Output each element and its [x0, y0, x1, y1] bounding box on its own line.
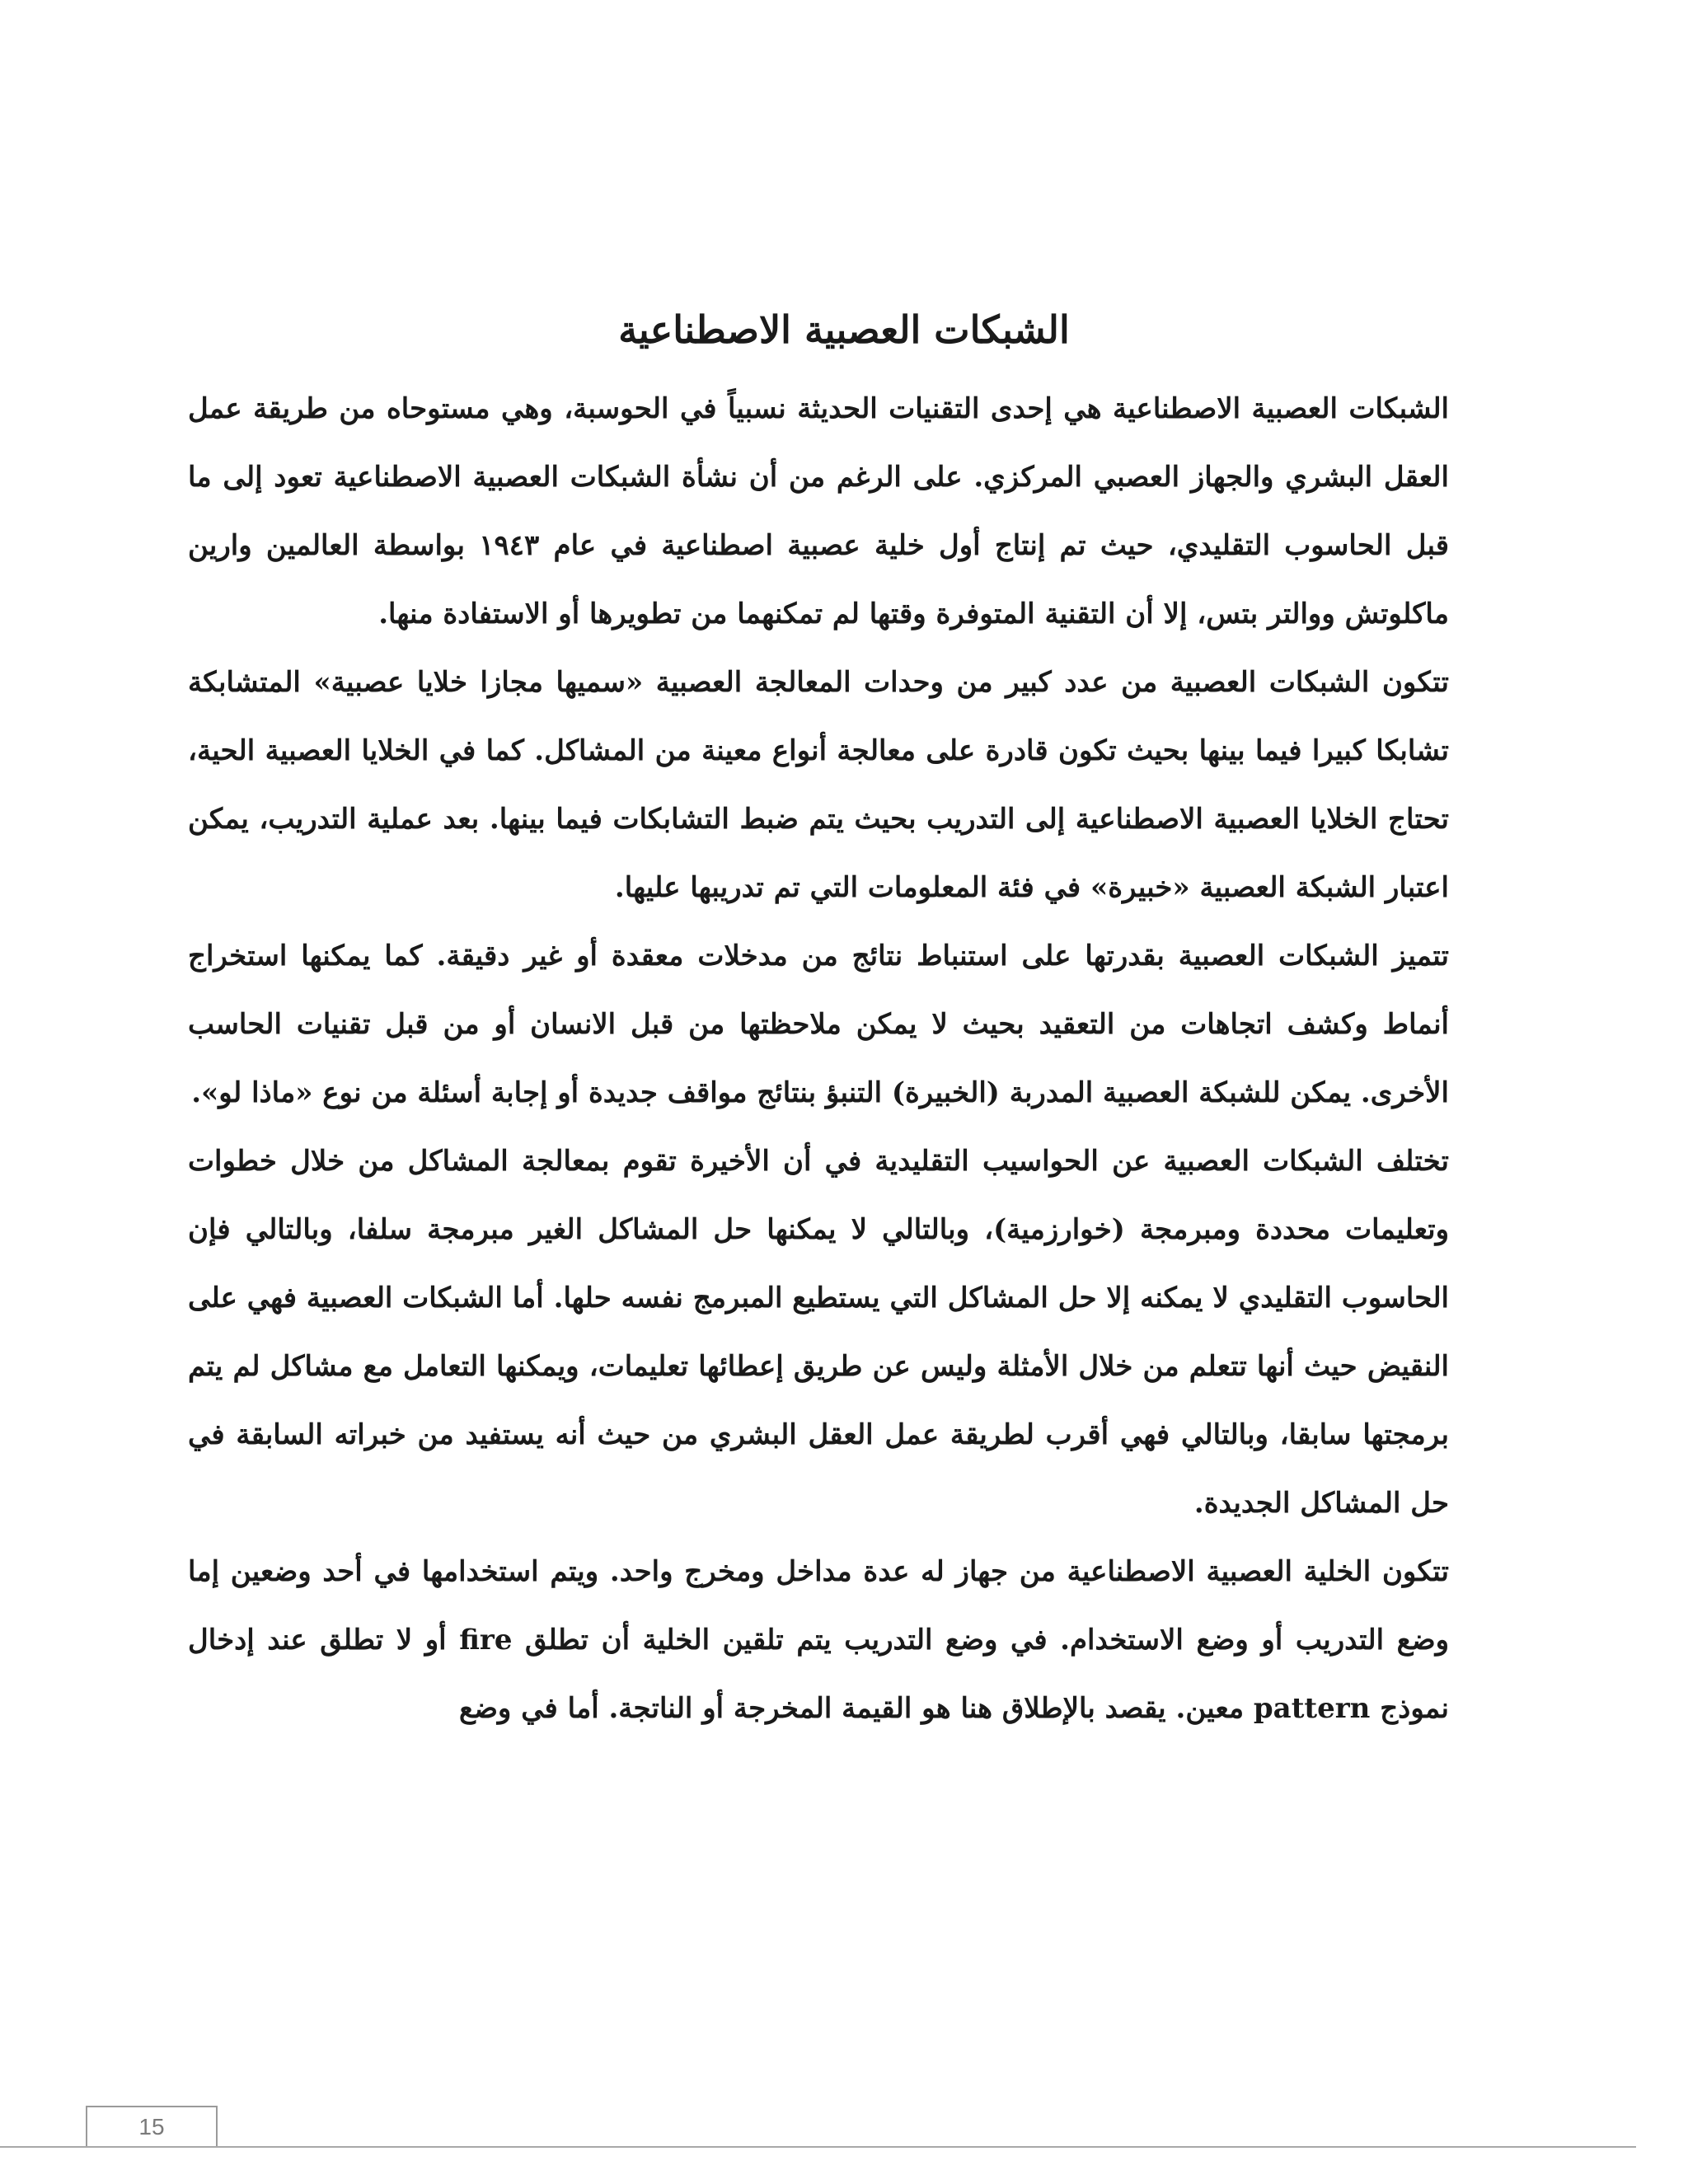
paragraph: تختلف الشبكات العصبية عن الحواسيب التقليدية في أن الأخيرة تقوم بمعالجة المشاكل من خلال خطوات وتعليمات محددة ومبرمجة (خوارزمية)، وبالتالي لا يمكنها حل المشاكل الغير مبرمجة سلفا، وبالتالي فإن الحاسوب التقليدي لا يمكنه إلا حل المشاكل التي يستطيع المبرمج نفسه حلها. أما الشبكات العصبية فهي على النقيض حيث أنها تتعلم من خلال الأمثلة وليس عن طريق إعطائها تعليمات، ويمكنها التعامل مع مشاكل لم يتم برمجتها سابقا، وبالتالي فهي أقرب لطريقة عمل العقل البشري من حيث أنه يستفيد من خبراته السابقة في حل المشاكل الجديدة.	[188, 1145, 1449, 1520]
page-number-box	[86, 2106, 218, 2146]
paragraph: تتميز الشبكات العصبية بقدرتها على استنباط نتائج من مدخلات معقدة أو غير دقيقة. كما يمكنها استخراج أنماط وكشف اتجاهات من التعقيد بحيث لا يمكن ملاحظتها من قبل الانسان أو من قبل تقنيات الحاسب الأخرى. يمكن للشبكة العصبية المدربة (الخبيرة) التنبؤ بنتائج مواقف جديدة أو إجابة أسئلة من نوع «ماذا لو».	[188, 940, 1449, 1109]
paragraph: تتكون الشبكات العصبية من عدد كبير من وحدات المعالجة العصبية «سميها مجازا خلايا عصبية» المتشابكة تشابكا كبيرا فيما بينها بحيث تكون قادرة على معالجة أنواع معينة من المشاكل. كما في الخلايا العصبية الحية، تحتاج الخلايا العصبية الاصطناعية إلى التدريب بحيث يتم ضبط التشابكات فيما بينها. بعد عملية التدريب، يمكن اعتبار الشبكة العصبية «خبيرة» في فئة المعلومات التي تم تدريبها عليها.	[188, 666, 1449, 904]
body-text	[188, 375, 1449, 1743]
page-title: الشبكات العصبية الاصطناعية	[618, 307, 1070, 352]
paragraph: الشبكات العصبية الاصطناعية هي إحدى التقنيات الحديثة نسبياً في الحوسبة، وهي مستوحاه من طريقة عمل العقل البشري والجهاز العصبي المركزي. على الرغم من أن نشأة الشبكات العصبية الاصطناعية تعود إلى ما قبل الحاسوب التقليدي، حيث تم إنتاج أول خلية عصبية اصطناعية في عام ١٩٤٣ بواسطة العالمين وارين ماكلوتش ووالتر بتس، إلا أن التقنية المتوفرة وقتها لم تمكنهما من تطويرها أو الاستفادة منها.	[188, 392, 1449, 630]
page-number: 15	[138, 2113, 165, 2139]
footer-rule	[0, 2146, 1636, 2148]
paragraph: تتكون الخلية العصبية الاصطناعية من جهاز له عدة مداخل ومخرج واحد. ويتم استخدامها في أحد وضعين إما وضع التدريب أو وضع الاستخدام. في وضع التدريب يتم تلقين الخلية أن تطلق fire أو لا تطلق عند إدخال نموذج pattern معين. يقصد بالإطلاق هنا هو القيمة المخرجة أو الناتجة. أما في وضع	[188, 1555, 1450, 1725]
